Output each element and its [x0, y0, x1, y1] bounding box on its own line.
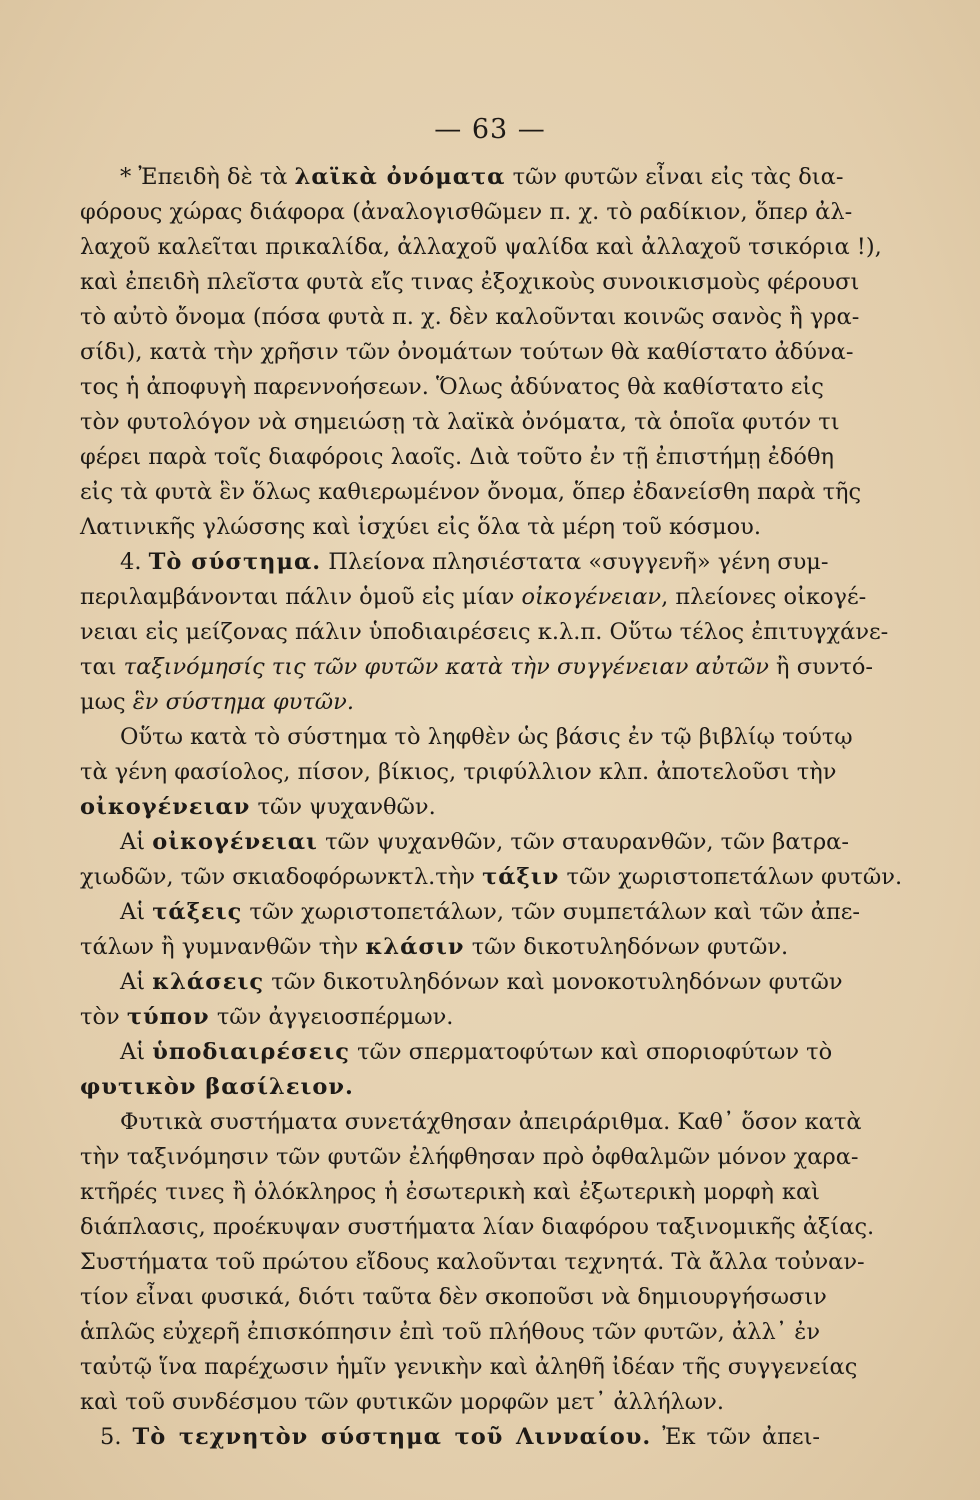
text-line [80, 160, 844, 195]
text-span: Συστήματα τοῦ πρώτου εἴδους καλοῦνται τεχνητά. Τὰ ἄλλα τοὐναν- [80, 1249, 865, 1275]
text-line [80, 1175, 820, 1210]
text-line [80, 230, 882, 265]
text-span: καὶ ἐπειδὴ πλεῖστα φυτὰ εἴς τινας ἐξοχικοὺς συνοικισμοὺς φέρουσι [80, 269, 860, 295]
text-span: διάπλασις, προέκυψαν συστήματα λίαν διαφόρου ταξινομικῆς ἀξίας. [80, 1214, 875, 1240]
text-line [80, 930, 820, 965]
text-span: σίδι), κατὰ τὴν χρῆσιν τῶν ὀνομάτων τούτων θὰ καθίστατο ἀδύνα- [80, 339, 854, 365]
text-span: ται [80, 654, 124, 680]
text-span: τὴν ταξινόμησιν τῶν φυτῶν ἐλήφθησαν πρὸ ὀφθαλμῶν μόνον χαρα- [80, 1144, 859, 1170]
text-span: τάλων ἢ γυμνανθῶν τὴν [80, 934, 366, 960]
text-line [80, 1070, 820, 1105]
text-span: Αἱ [120, 829, 153, 855]
bold-term: φυτικὸν βασίλειον. [80, 1074, 354, 1100]
bold-term: κλάσεις [152, 969, 265, 995]
text-span: τὰ γένη φασίολος, πίσον, βίκιος, τριφύλλιον κλπ. ἀποτελοῦσι τὴν [80, 759, 837, 785]
text-span: , πλείονες οἰκογέ- [661, 584, 867, 610]
bold-term: λαϊκὰ ὀνόματα [294, 164, 506, 190]
text-span: τῶν δικοτυληδόνων καὶ μονοκοτυληδόνων φυτῶν [264, 969, 843, 995]
bold-term: κλάσιν [365, 934, 465, 960]
text-line [80, 1035, 833, 1070]
text-line [80, 370, 824, 405]
bold-term: οἰκογένειαι [152, 829, 318, 855]
text-line [80, 1420, 820, 1455]
text-line [80, 790, 820, 825]
text-line [80, 300, 860, 335]
text-span: Αἱ [120, 969, 153, 995]
text-line [80, 1245, 865, 1280]
text-span: 4. [120, 549, 149, 575]
text-span: τῶν φυτῶν εἶναι εἰς τὰς δια- [505, 164, 844, 190]
italic-term: ἓν σύστημα φυτῶν. [132, 689, 354, 715]
text-line [80, 615, 889, 650]
text-span: Πλείονα πλησιέστατα «συγγενῆ» γένη συμ- [321, 549, 829, 575]
text-span: τος ἡ ἀποφυγὴ παρεννοήσεων. Ὅλως ἀδύνατος θὰ καθίστατο εἰς [80, 374, 824, 400]
text-span: χιωδῶν, τῶν σκιαδοφόρωνκτλ.τὴν [80, 864, 483, 890]
text-span: * Ἐπειδὴ δὲ τὰ [120, 164, 295, 190]
text-span: Αἱ [120, 1039, 153, 1065]
text-span: καὶ τοῦ συνδέσμου τῶν φυτικῶν μορφῶν μετ᾽ ἀλλήλων. [80, 1389, 724, 1415]
text-span: τῶν ψυχανθῶν, τῶν σταυρανθῶν, τῶν βατρα- [317, 829, 849, 855]
text-line [80, 195, 853, 230]
text-line [80, 1350, 858, 1385]
text-line [80, 580, 867, 615]
text-line [80, 965, 843, 1000]
text-span: νειαι εἰς μείζονας πάλιν ὑποδιαιρέσεις κ.λ.π. Οὕτω τέλος ἐπιτυγχάνε- [80, 619, 889, 645]
text-span: τῶν ψυχανθῶν. [250, 794, 436, 820]
text-line [80, 440, 834, 475]
text-line [80, 895, 861, 930]
text-line [80, 685, 820, 720]
text-line [80, 1385, 820, 1420]
bold-term: τάξιν [482, 864, 560, 890]
page-number: — 63 — [434, 114, 546, 145]
text-line [80, 510, 820, 545]
text-span: Αἱ [120, 899, 153, 925]
text-line [80, 650, 874, 685]
italic-term: ταξινόμησίς τις τῶν φυτῶν κατὰ τὴν συγγένειαν αὐτῶν [123, 654, 769, 680]
text-line [80, 475, 862, 510]
text-line [80, 860, 903, 895]
text-line [80, 405, 840, 440]
bold-term: τύπον [126, 1004, 210, 1030]
bold-term: Τὸ σύστημα. [148, 549, 322, 575]
text-span: Οὕτω κατὰ τὸ σύστημα τὸ ληφθὲν ὡς βάσις ἐν τῷ βιβλίῳ τούτῳ [120, 724, 853, 750]
bold-term: τάξεις [152, 899, 243, 925]
text-span: τὸν [80, 1004, 127, 1030]
bold-term: οἰκογένειαν [80, 794, 251, 820]
text-line [80, 1210, 875, 1245]
text-span: τίον εἶναι φυσικά, διότι ταῦτα δὲν σκοποῦσι νὰ δημιουργήσωσιν [80, 1284, 827, 1310]
text-span: τῶν χωριστοπετάλων, τῶν συμπετάλων καὶ τῶν ἀπε- [242, 899, 861, 925]
text-span: τῶν σπερματοφύτων καὶ σποριοφύτων τὸ [349, 1039, 833, 1065]
text-line [80, 755, 837, 790]
text-line [80, 825, 849, 860]
text-line [80, 335, 854, 370]
text-line [80, 265, 860, 300]
text-line [80, 1140, 859, 1175]
text-span: Ἐκ τῶν ἀπει- [651, 1424, 821, 1450]
body-text [80, 160, 903, 1455]
bold-term: ὑποδιαιρέσεις [152, 1039, 350, 1065]
text-line [80, 1105, 862, 1140]
text-span: εἰς τὰ φυτὰ ἓν ὅλως καθιερωμένον ὄνομα, ὅπερ ἐδανείσθη παρὰ τῆς [80, 479, 862, 505]
text-span: Λατινικῆς γλώσσης καὶ ἰσχύει εἰς ὅλα τὰ μέρη τοῦ κόσμου. [80, 514, 761, 540]
text-line [80, 1315, 820, 1350]
italic-term: οἰκογένειαν [521, 584, 662, 610]
text-line [80, 1000, 820, 1035]
text-span: τῶν δικοτυληδόνων φυτῶν. [464, 934, 789, 960]
text-span: ἁπλῶς εὐχερῆ ἐπισκόπησιν ἐπὶ τοῦ πλήθους τῶν φυτῶν, ἀλλ᾽ ἐν [80, 1319, 820, 1345]
text-span: τῶν χωριστοπετάλων φυτῶν. [559, 864, 903, 890]
bold-term: Τὸ τεχνητὸν σύστημα τοῦ Λινναίου. [132, 1424, 652, 1450]
text-span: Φυτικὰ συστήματα συνετάχθησαν ἀπειράριθμα. Καθ᾽ ὅσον κατὰ [120, 1109, 862, 1135]
text-span: ταὐτῷ ἵνα παρέχωσιν ἡμῖν γενικὴν καὶ ἀληθῆ ἰδέαν τῆς συγγενείας [80, 1354, 858, 1380]
text-line [80, 1280, 827, 1315]
text-span: ἢ συντό- [768, 654, 874, 680]
text-span: τῶν ἀγγειοσπέρμων. [209, 1004, 454, 1030]
text-span: λαχοῦ καλεῖται πρικαλίδα, ἀλλαχοῦ ψαλίδα καὶ ἀλλαχοῦ τσικόρια !), [80, 234, 882, 260]
text-span: τὸ αὐτὸ ὄνομα (πόσα φυτὰ π. χ. δὲν καλοῦνται κοινῶς σανὸς ἢ γρα- [80, 304, 860, 330]
text-span: μως [80, 689, 133, 715]
text-span: φέρει παρὰ τοῖς διαφόροις λαοῖς. Διὰ τοῦτο ἐν τῇ ἐπιστήμῃ ἐδόθη [80, 444, 834, 470]
text-span: τὸν φυτολόγον νὰ σημειώσῃ τὰ λαϊκὰ ὀνόματα, τὰ ὁποῖα φυτόν τι [80, 409, 840, 435]
text-line [80, 720, 853, 755]
text-span: 5. [100, 1424, 133, 1450]
text-span: περιλαμβάνονται πάλιν ὁμοῦ εἰς μίαν [80, 584, 522, 610]
text-span: κτῆρές τινες ἢ ὁλόκληρος ἡ ἐσωτερικὴ καὶ ἐξωτερικὴ μορφὴ καὶ [80, 1179, 820, 1205]
text-line [80, 545, 829, 580]
text-span: φόρους χώρας διάφορα (ἀναλογισθῶμεν π. χ. τὸ ραδίκιον, ὅπερ ἀλ- [80, 199, 853, 225]
